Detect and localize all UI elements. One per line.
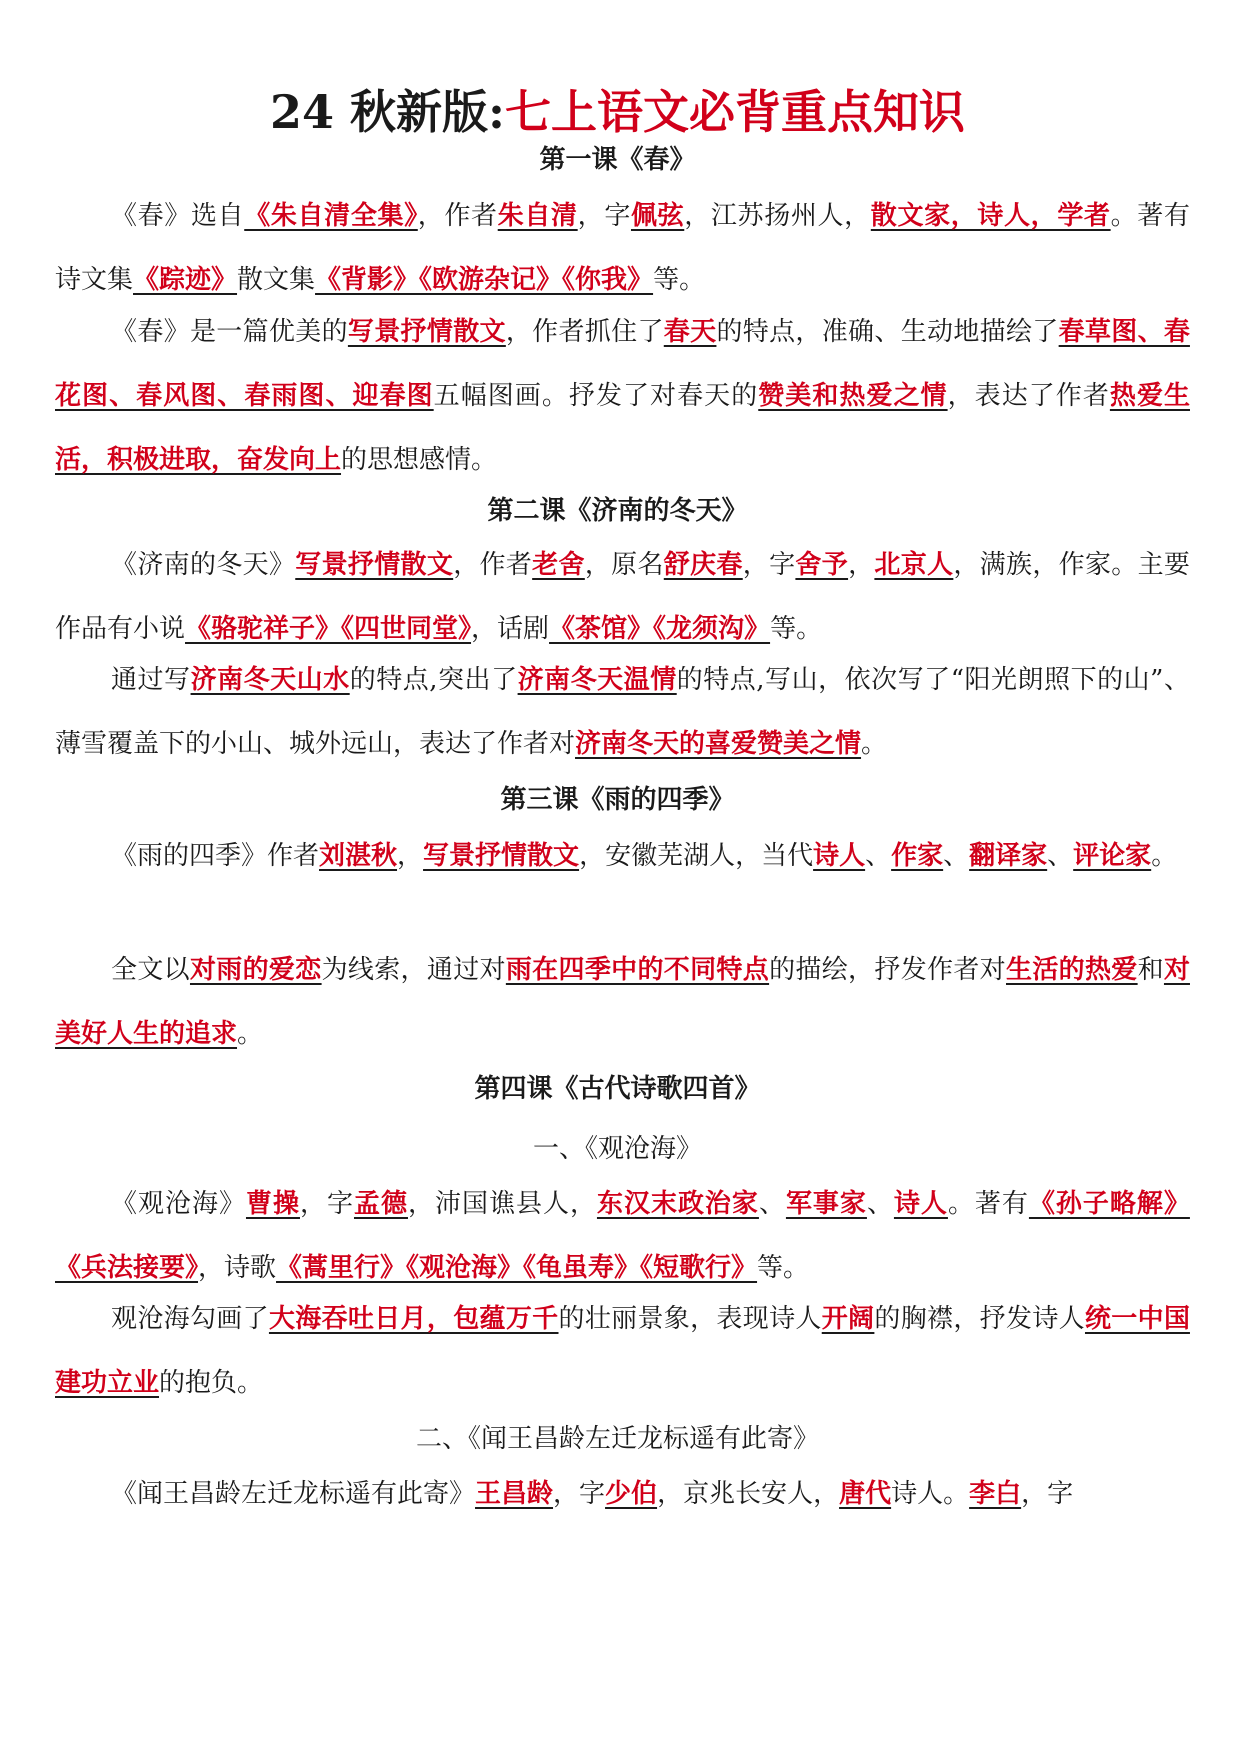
key-point-text: 《背影》《欧游杂记》《你我》	[315, 265, 654, 295]
body-text: 观沧海勾画了	[111, 1304, 269, 1334]
key-point-text: 统一中国建功立业	[55, 1304, 1190, 1398]
key-point-text: 对雨的爱恋	[189, 955, 322, 985]
key-point-text: 对美好人生的追求	[55, 955, 1190, 1049]
key-point-text: 唐代	[839, 1479, 892, 1509]
lesson-3-paragraph-1	[55, 824, 1190, 888]
body-text: 的特点，准确、生动地描绘了	[716, 317, 1059, 347]
body-text: ，表达了作者	[947, 381, 1110, 411]
body-text: 诗人。	[891, 1479, 970, 1509]
body-text: ，安徽芜湖人，当代	[579, 841, 814, 871]
poem-1-paragraph-1	[55, 1172, 1190, 1300]
key-point-text: 济南冬天的喜爱赞美之情	[575, 729, 862, 759]
body-text: 《春》选自	[111, 201, 245, 231]
body-text: 的特点,写山，依次写了“阳光朗照下的山”、薄雪覆盖下的小山、城外远山，表达了作者对	[55, 665, 1190, 759]
key-point-text: 开阔	[821, 1304, 875, 1334]
key-point-text: 诗人	[813, 841, 866, 871]
body-text: 的思想感情。	[341, 445, 498, 475]
document-title	[0, 82, 1235, 142]
key-point-text: 《孙子略解》《兵法接要》	[55, 1189, 1190, 1283]
body-text: 散文集	[237, 265, 316, 295]
body-text: ，诗歌	[198, 1253, 277, 1283]
key-point-text: 诗人	[893, 1189, 948, 1219]
body-text: 等。	[653, 265, 706, 295]
body-text: ，字	[299, 1189, 354, 1219]
body-text: 的胸襟，抒发诗人	[874, 1304, 1085, 1334]
key-point-text: 济南冬天山水	[190, 665, 350, 695]
body-text: ，	[848, 550, 875, 580]
lesson-3-paragraph-2	[55, 938, 1190, 1066]
key-point-text: 王昌龄	[475, 1479, 554, 1509]
lesson-2-heading: 第二课《济南的冬天》	[487, 496, 748, 526]
body-text: ，字	[553, 1479, 606, 1509]
key-point-text: 舒庆春	[663, 550, 743, 580]
body-text: ，字	[577, 201, 631, 231]
key-point-text: 朱自清	[497, 201, 578, 231]
body-text: 的壮丽景象，表现诗人	[558, 1304, 822, 1334]
key-point-text: 写景抒情散文	[423, 841, 580, 871]
key-point-text: 舍予	[795, 550, 849, 580]
body-text: 。	[237, 1019, 264, 1049]
body-text: 。著有	[947, 1189, 1029, 1219]
key-point-text: 春天	[663, 317, 717, 347]
lesson-1-heading: 第一课《春》	[539, 145, 696, 175]
body-text: 《雨的四季》作者	[111, 841, 320, 871]
body-text: 为线索，通过对	[321, 955, 506, 985]
body-text: 通过写	[111, 665, 191, 695]
key-point-text: 写景抒情散文	[347, 317, 506, 347]
body-text: 《观沧海》	[111, 1189, 246, 1219]
key-point-text: 《骆驼祥子》《四世同堂》	[185, 614, 472, 644]
lesson-2-paragraph-2	[55, 648, 1190, 776]
body-text: ，话剧	[471, 614, 550, 644]
key-point-text: 佩弦	[630, 201, 685, 231]
title-prefix: 24 秋新版:	[269, 85, 505, 139]
poem-2-subheading: 二、《闻王昌龄左迁龙标遥有此寄》	[415, 1424, 819, 1454]
lesson-1-paragraph-2	[55, 300, 1190, 492]
body-text: 。	[861, 729, 888, 759]
body-text: ，字	[1021, 1479, 1074, 1509]
body-text: 、	[865, 841, 892, 871]
body-text: ，沛国谯县人，	[407, 1189, 597, 1219]
key-point-text: 赞美和热爱之情	[758, 381, 948, 411]
body-text: ，	[397, 841, 424, 871]
key-point-text: 大海吞吐日月，包蕴万千	[268, 1304, 559, 1334]
key-point-text: 李白	[969, 1479, 1022, 1509]
body-text: 《济南的冬天》	[111, 550, 296, 580]
key-point-text: 孟德	[353, 1189, 408, 1219]
body-text: 的抱负。	[159, 1368, 264, 1398]
key-point-text: 热爱生活，积极进取，奋发向上	[55, 381, 1190, 475]
key-point-text: 评论家	[1073, 841, 1152, 871]
body-text: 等。	[757, 1253, 810, 1283]
body-text: 、	[1047, 841, 1074, 871]
body-text: 和	[1137, 955, 1164, 985]
body-text: ，京兆长安人，	[657, 1479, 840, 1509]
lesson-2-paragraph-1	[55, 533, 1190, 661]
key-point-text: 东汉末政治家	[596, 1189, 759, 1219]
body-text: 《春》是一篇优美的	[111, 317, 348, 347]
key-point-text: 春草图、春花图、春风图、春雨图、迎春图	[55, 317, 1190, 411]
body-text: ，字	[742, 550, 796, 580]
body-text: 的特点,突出了	[349, 665, 518, 695]
lesson-3-heading: 第三课《雨的四季》	[500, 785, 735, 815]
key-point-text: 北京人	[874, 550, 954, 580]
key-point-text: 曹操	[245, 1189, 300, 1219]
body-text: 、	[866, 1189, 894, 1219]
title-highlight: 七上语文必背重点知识	[505, 85, 965, 139]
key-point-text: 少伯	[605, 1479, 658, 1509]
key-point-text: 济南冬天温情	[517, 665, 677, 695]
body-text: 、	[758, 1189, 786, 1219]
body-text: 五幅图画。抒发了对春天的	[433, 381, 759, 411]
key-point-text: 雨在四季中的不同特点	[505, 955, 770, 985]
body-text: ，满族，作家。主要作品有小说	[55, 550, 1190, 644]
key-point-text: 《踪迹》	[133, 265, 238, 295]
key-point-text: 翻译家	[969, 841, 1048, 871]
key-point-text: 《蒿里行》《观沧海》《龟虽寿》《短歌行》	[276, 1253, 758, 1283]
body-text: 。著有诗文集	[55, 201, 1190, 295]
poem-1-subheading: 一、《观沧海》	[532, 1134, 702, 1164]
key-point-text: 写景抒情散文	[295, 550, 454, 580]
key-point-text: 《朱自清全集》	[244, 201, 418, 231]
body-text: ，作者抓住了	[505, 317, 664, 347]
key-point-text: 刘湛秋	[319, 841, 398, 871]
key-point-text: 《茶馆》《龙须沟》	[549, 614, 771, 644]
poem-2-paragraph-1	[55, 1462, 1190, 1526]
key-point-text: 老舍	[532, 550, 585, 580]
body-text: ，作者	[453, 550, 533, 580]
body-text: 全文以	[111, 955, 190, 985]
key-point-text: 军事家	[785, 1189, 867, 1219]
body-text: 。	[1151, 841, 1178, 871]
key-point-text: 生活的热爱	[1006, 955, 1138, 985]
key-point-text: 散文家，诗人，学者	[870, 201, 1111, 231]
body-text: ，江苏扬州人，	[684, 201, 871, 231]
lesson-4-heading: 第四课《古代诗歌四首》	[474, 1074, 761, 1104]
poem-1-paragraph-2	[55, 1287, 1190, 1415]
key-point-text: 作家	[891, 841, 944, 871]
body-text: 等。	[770, 614, 823, 644]
body-text: 、	[943, 841, 970, 871]
body-text: ，作者	[417, 201, 498, 231]
body-text: 《闻王昌龄左迁龙标遥有此寄》	[111, 1479, 476, 1509]
lesson-1-paragraph-1	[55, 184, 1190, 312]
body-text: ，原名	[584, 550, 664, 580]
body-text: 的描绘，抒发作者对	[769, 955, 1006, 985]
